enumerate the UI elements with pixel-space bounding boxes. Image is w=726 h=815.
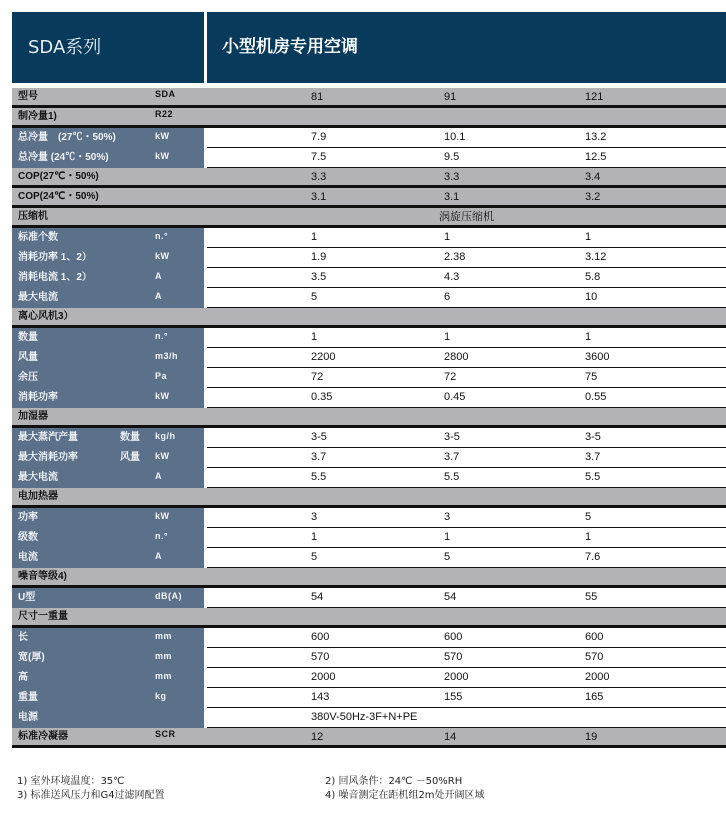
spec-row [12,588,726,608]
row-values [207,468,726,488]
value-cell: 0.55 [585,391,607,403]
row-label: 最大电流 [18,472,58,483]
row-label: COP(27℃・50%) [18,171,99,182]
value-cell: 54 [444,591,457,603]
spec-row [12,608,726,628]
row-values [207,168,726,188]
row-label-cell [12,268,204,288]
row-unit: kW [155,451,170,461]
value-cell-merged: 380V-50Hz-3F+N+PE [311,711,418,723]
row-unit: R22 [155,109,174,119]
row-label: 电加热器 [18,491,58,502]
value-cell: 3.3 [311,171,327,183]
spec-row [12,288,726,308]
value-cell: 1.9 [311,251,327,263]
spec-row [12,108,726,128]
value-cell: 1 [585,331,592,343]
value-cell: 3.3 [444,171,460,183]
row-unit: Pa [155,371,168,381]
value-cell: 12 [311,731,324,743]
row-values [207,128,726,148]
value-cell: 3.5 [311,271,327,283]
row-sublabel: 数量 [120,432,140,443]
value-cell: 3600 [585,351,610,363]
value-cell: 5 [311,291,318,303]
spec-row [12,528,726,548]
row-label-cell [12,588,204,608]
row-label-cell [12,728,204,748]
row-label: 电流 [18,552,38,563]
value-cell: 600 [444,631,463,643]
row-unit: kW [155,511,170,521]
value-cell: 0.35 [311,391,333,403]
value-cell: 3.7 [444,451,460,463]
row-unit: n.° [155,331,169,341]
row-label: 消耗功率 [18,392,58,403]
row-label-cell [12,428,204,448]
spec-row [12,688,726,708]
row-label: 总冷量 (24℃・50%) [18,152,109,163]
row-values [207,188,726,208]
row-unit: kg [155,691,167,701]
row-label: 电源 [18,712,38,723]
row-unit: mm [155,631,173,641]
value-cell: 2.38 [444,251,466,263]
row-label-cell [12,228,204,248]
row-label: 制冷量1) [18,111,57,122]
spec-row [12,548,726,568]
row-values [207,268,726,288]
row-label: 消耗电流 1、2） [18,272,92,283]
row-values [207,568,726,588]
value-cell: 3.12 [585,251,607,263]
value-cell: 1 [444,531,451,543]
row-values [207,588,726,608]
row-label-cell [12,528,204,548]
value-cell: 2200 [311,351,336,363]
row-label-cell [12,508,204,528]
row-values [207,528,726,548]
row-label: 离心风机3） [18,311,74,322]
spec-row [12,568,726,588]
footnote-2: 2) 回风条件：24℃ －50%RH [325,776,463,787]
value-cell: 91 [444,91,457,103]
spec-row [12,208,726,228]
row-label-cell [12,208,204,228]
spec-row [12,488,726,508]
value-cell: 7.5 [311,151,327,163]
value-cell: 10 [585,291,598,303]
row-label: 消耗功率 1、2） [18,252,92,263]
row-values [207,208,726,228]
value-cell: 2800 [444,351,469,363]
row-label: 标准个数 [18,232,58,243]
value-cell: 570 [585,651,604,663]
spec-row [12,368,726,388]
row-label: 长 [18,632,28,643]
value-cell: 5 [444,551,451,563]
value-cell: 143 [311,691,330,703]
value-cell: 19 [585,731,598,743]
row-label-cell [12,628,204,648]
row-label: 重量 [18,692,38,703]
value-cell: 13.2 [585,131,607,143]
value-cell-merged: 涡旋压缩机 [439,211,494,223]
value-cell: 3.7 [311,451,327,463]
row-unit: SDA [155,89,176,99]
row-label: 高 [18,672,28,683]
spec-row [12,408,726,428]
value-cell: 3.1 [444,191,460,203]
value-cell: 5 [311,551,318,563]
row-label-cell [12,488,204,508]
row-unit: SCR [155,729,176,739]
row-label-cell [12,408,204,428]
row-unit: mm [155,651,173,661]
value-cell: 5 [585,511,592,523]
row-values [207,608,726,628]
row-values [207,288,726,308]
row-values [207,648,726,668]
value-cell: 570 [311,651,330,663]
row-values [207,668,726,688]
spec-row [12,668,726,688]
value-cell: 10.1 [444,131,466,143]
spec-row [12,148,726,168]
header-divider [204,12,207,83]
row-label: 宽(厚) [18,652,45,663]
value-cell: 3 [311,511,318,523]
row-label-cell [12,288,204,308]
value-cell: 1 [311,231,318,243]
value-cell: 165 [585,691,604,703]
row-sublabel: 风量 [120,452,140,463]
row-unit: mm [155,671,173,681]
row-label: 数量 [18,332,38,343]
value-cell: 12.5 [585,151,607,163]
value-cell: 3.1 [311,191,327,203]
spec-row [12,428,726,448]
row-values [207,708,726,728]
row-values [207,148,726,168]
row-label-cell [12,608,204,628]
value-cell: 3 [444,511,451,523]
row-label: 功率 [18,512,38,523]
value-cell: 4.3 [444,271,460,283]
value-cell: 3-5 [311,431,327,443]
row-unit: A [155,551,162,561]
row-label-cell [12,468,204,488]
value-cell: 7.9 [311,131,327,143]
series-name: SDA系列 [28,37,102,58]
value-cell: 1 [311,531,318,543]
spec-row [12,648,726,668]
row-values [207,228,726,248]
row-values [207,448,726,468]
row-values [207,488,726,508]
value-cell: 121 [585,91,604,103]
spec-row [12,728,726,748]
row-label: 最大蒸汽产量 [18,432,78,443]
row-label-cell [12,148,204,168]
row-label: 尺寸一重量 [18,611,68,622]
row-label-cell [12,88,204,108]
row-label: 风量 [18,352,38,363]
spec-row [12,128,726,148]
value-cell: 3.2 [585,191,601,203]
row-label-cell [12,648,204,668]
row-label-cell [12,168,204,188]
value-cell: 1 [311,331,318,343]
row-values [207,728,726,748]
page-header [12,12,726,83]
row-label: 最大电流 [18,292,58,303]
spec-row [12,708,726,728]
value-cell: 3.7 [585,451,601,463]
row-label-cell [12,708,204,728]
row-values [207,328,726,348]
row-label-cell [12,348,204,368]
value-cell: 9.5 [444,151,460,163]
row-values [207,368,726,388]
spec-row [12,348,726,368]
spec-row [12,88,726,108]
value-cell: 14 [444,731,457,743]
row-unit: kW [155,391,170,401]
row-label: 最大消耗功率 [18,452,78,463]
value-cell: 1 [585,531,592,543]
value-cell: 0.45 [444,391,466,403]
row-values [207,88,726,108]
value-cell: 2000 [585,671,610,683]
row-label-cell [12,128,204,148]
spec-row [12,268,726,288]
row-label: U型 [18,592,36,603]
row-label-cell [12,668,204,688]
spec-row [12,628,726,648]
value-cell: 81 [311,91,324,103]
row-values [207,428,726,448]
footnotes-left [17,775,165,803]
row-values [207,348,726,368]
row-values [207,388,726,408]
value-cell: 3-5 [585,431,601,443]
value-cell: 7.6 [585,551,601,563]
row-label-cell [12,368,204,388]
value-cell: 72 [311,371,324,383]
spec-row [12,248,726,268]
row-unit: dB(A) [155,591,182,601]
spec-row [12,328,726,348]
row-values [207,548,726,568]
row-label: COP(24℃・50%) [18,191,99,202]
value-cell: 6 [444,291,451,303]
row-label: 型号 [18,91,38,102]
row-label-cell [12,328,204,348]
row-label-cell [12,248,204,268]
row-unit: kW [155,251,170,261]
row-unit: A [155,291,162,301]
row-values [207,308,726,328]
row-label-cell [12,108,204,128]
row-label: 余压 [18,372,38,383]
value-cell: 2000 [311,671,336,683]
value-cell: 155 [444,691,463,703]
spec-row [12,228,726,248]
value-cell: 600 [311,631,330,643]
row-unit: n.° [155,531,169,541]
value-cell: 55 [585,591,598,603]
row-label: 总冷量 (27℃・50%) [18,132,116,143]
row-label-cell [12,388,204,408]
value-cell: 1 [585,231,592,243]
row-values [207,508,726,528]
spec-row [12,508,726,528]
value-cell: 570 [444,651,463,663]
row-label-cell [12,188,204,208]
row-label: 噪音等级4) [18,571,67,582]
row-unit: kW [155,131,170,141]
row-label-cell [12,688,204,708]
row-values [207,628,726,648]
footnotes-right [325,775,485,803]
value-cell: 3-5 [444,431,460,443]
row-values [207,408,726,428]
footnote-1: 1) 室外环境温度：35℃ [17,776,125,787]
page-title: 小型机房专用空调 [222,37,358,57]
value-cell: 3.4 [585,171,601,183]
row-unit: kg/h [155,431,176,441]
value-cell: 75 [585,371,598,383]
spec-row [12,468,726,488]
row-unit: m3/h [155,351,179,361]
value-cell: 5.5 [311,471,327,483]
row-label-cell [12,548,204,568]
row-label: 级数 [18,532,38,543]
value-cell: 600 [585,631,604,643]
row-unit: n.° [155,231,169,241]
spec-row [12,168,726,188]
spec-row [12,308,726,328]
row-values [207,108,726,128]
row-unit: A [155,271,162,281]
row-label: 压缩机 [18,211,48,222]
row-unit: kW [155,151,170,161]
row-values [207,688,726,708]
value-cell: 54 [311,591,324,603]
spec-row [12,448,726,468]
spec-row [12,388,726,408]
value-cell: 5.8 [585,271,601,283]
row-label: 标准冷凝器 [18,731,68,742]
value-cell: 2000 [444,671,469,683]
value-cell: 72 [444,371,457,383]
row-label-cell [12,568,204,588]
spec-row [12,188,726,208]
value-cell: 1 [444,331,451,343]
spec-table [12,88,726,748]
footnote-4: 4) 噪音测定在距机组2m处开阔区域 [325,790,485,801]
row-label-cell [12,448,204,468]
value-cell: 1 [444,231,451,243]
footnote-3: 3) 标准送风压力和G4过滤网配置 [17,790,165,801]
row-label: 加湿器 [18,411,48,422]
row-label-cell [12,308,204,328]
value-cell: 5.5 [585,471,601,483]
row-values [207,248,726,268]
value-cell: 5.5 [444,471,460,483]
row-unit: A [155,471,162,481]
